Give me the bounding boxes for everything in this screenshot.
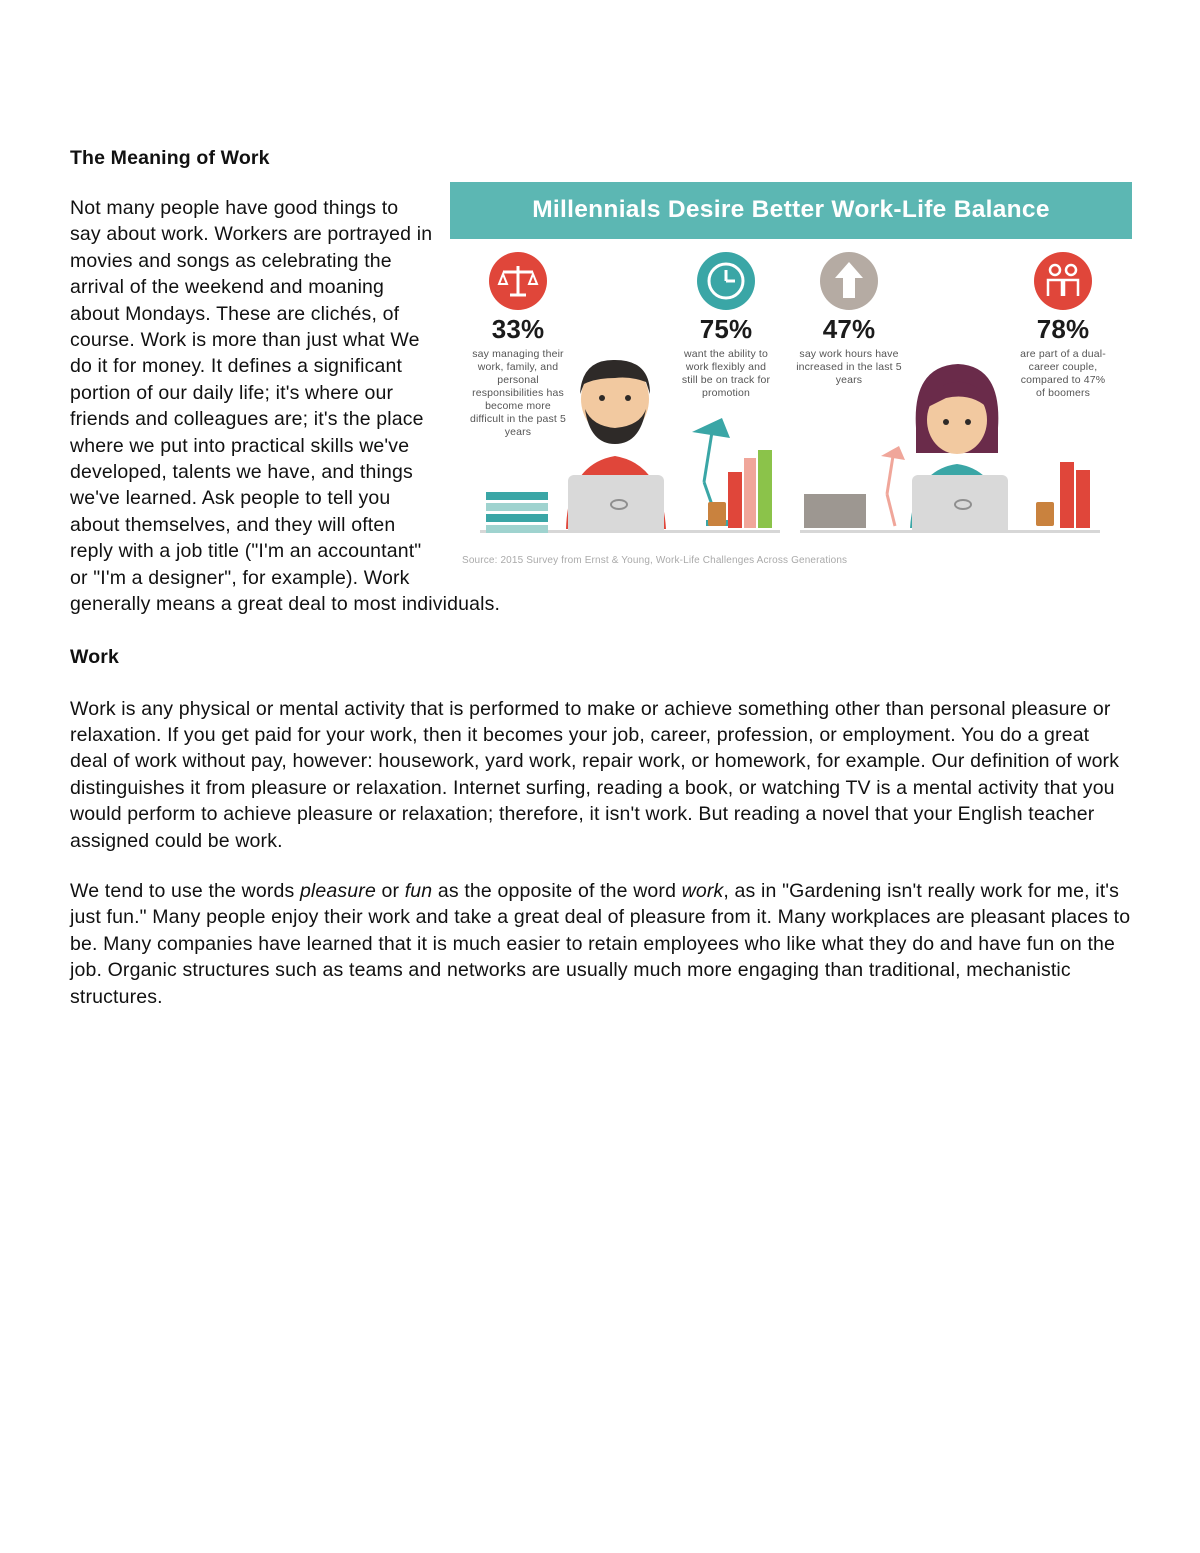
emphasis-pleasure: pleasure [299,879,376,902]
emphasis-fun: fun [404,879,433,902]
infographic-image [450,182,1132,574]
paragraph-work-definition: Work is any physical or mental activity that is performed to make or achieve something other than personal pleasure or relaxation. If you get paid for your work, then it becomes your job, career, profession, or employment. You do a great deal of work without pay, however: housework, yard work, repair work, or homework, for example. Our definition of work distinguishes it from pleasure or relaxation. Internet surfing, reading a book, or watching TV is a mental activity that you would perform to achieve pleasure or relaxation; therefore, it isn't work. But reading a novel that your English teacher assigned could be work. [70,697,1120,852]
binders-icon [1060,462,1096,528]
up-arrow-icon [820,252,878,310]
document-body [70,143,1132,1010]
stat-description: say work hours have increased in the last 5 years [796,348,902,386]
infographic-title: Millennials Desire Better Work-Life Balance [450,182,1132,239]
couple-icon [1034,252,1092,310]
stat-78 [1003,314,1123,400]
scales-icon [489,252,547,310]
clock-icon [697,252,755,310]
stat-value: 33% [491,314,545,344]
section-heading-work: Work [70,645,119,668]
paragraph-meaning-of-work: Not many people have good things to say about work. Workers are portrayed in movies and songs as celebrating the arrival of the weekend and moaning about Mondays. These are clichés, of course. Work is more than just what We do it for money. It defines a significant portion of our daily life; it's where our friends and colleagues are; it's the place where we put into practical skills we've developed, talents we have, and things we've learned. Ask people to tell you about themselves, and they will often reply with a job title ("I'm an accountant" or "I'm a designer", for example). Work generally means a great deal to most individuals. [70,197,501,616]
stat-description: are part of a dual-career couple, compared to 47% of boomers [1020,348,1106,399]
folders-icon [728,450,776,528]
spacer [70,618,1132,642]
stat-description: say managing their work, family, and personal responsibilities has become more difficult in the past 5 years [469,348,567,438]
mug-right-icon [1036,502,1054,526]
stat-description: want the ability to work flexibly and still be on track for promotion [681,348,771,399]
infographic-source: Source: 2015 Survey from Ernst & Young, Work-Life Challenges Across Generations [462,555,848,566]
laptop-left [568,475,664,531]
text-run: , as in "Gardening isn't really work for me, it's just fun." Many people enjoy their work and take a great deal of pleasure from it. Many workplaces are pleasant places to be. Many companies have learned that it is much easier to retain employees who like what they do and have fun on the job. Organic structures such as teams and networks are usually much more engaging than traditional, mechanistic structures. [70,879,1131,1008]
stat-47 [789,314,909,387]
books-stack-icon [486,492,548,533]
spacer [70,854,1132,878]
stat-value: 78% [1036,314,1090,344]
desk-right [800,530,1100,533]
spacer [70,672,1132,696]
emphasis-work: work [681,879,724,902]
stat-value: 75% [699,314,753,344]
text-run: We tend to use the words [70,879,300,902]
paragraph-pleasure-fun [70,878,1132,1010]
stat-75 [666,314,786,400]
text-run: as the opposite of the word [432,879,682,902]
stat-value: 47% [822,314,876,344]
printer-icon [804,494,866,528]
laptop-right [912,475,1008,531]
text-run: or [375,879,405,902]
section-heading-meaning-of-work: The Meaning of Work [70,147,270,169]
mug-icon [708,502,726,526]
